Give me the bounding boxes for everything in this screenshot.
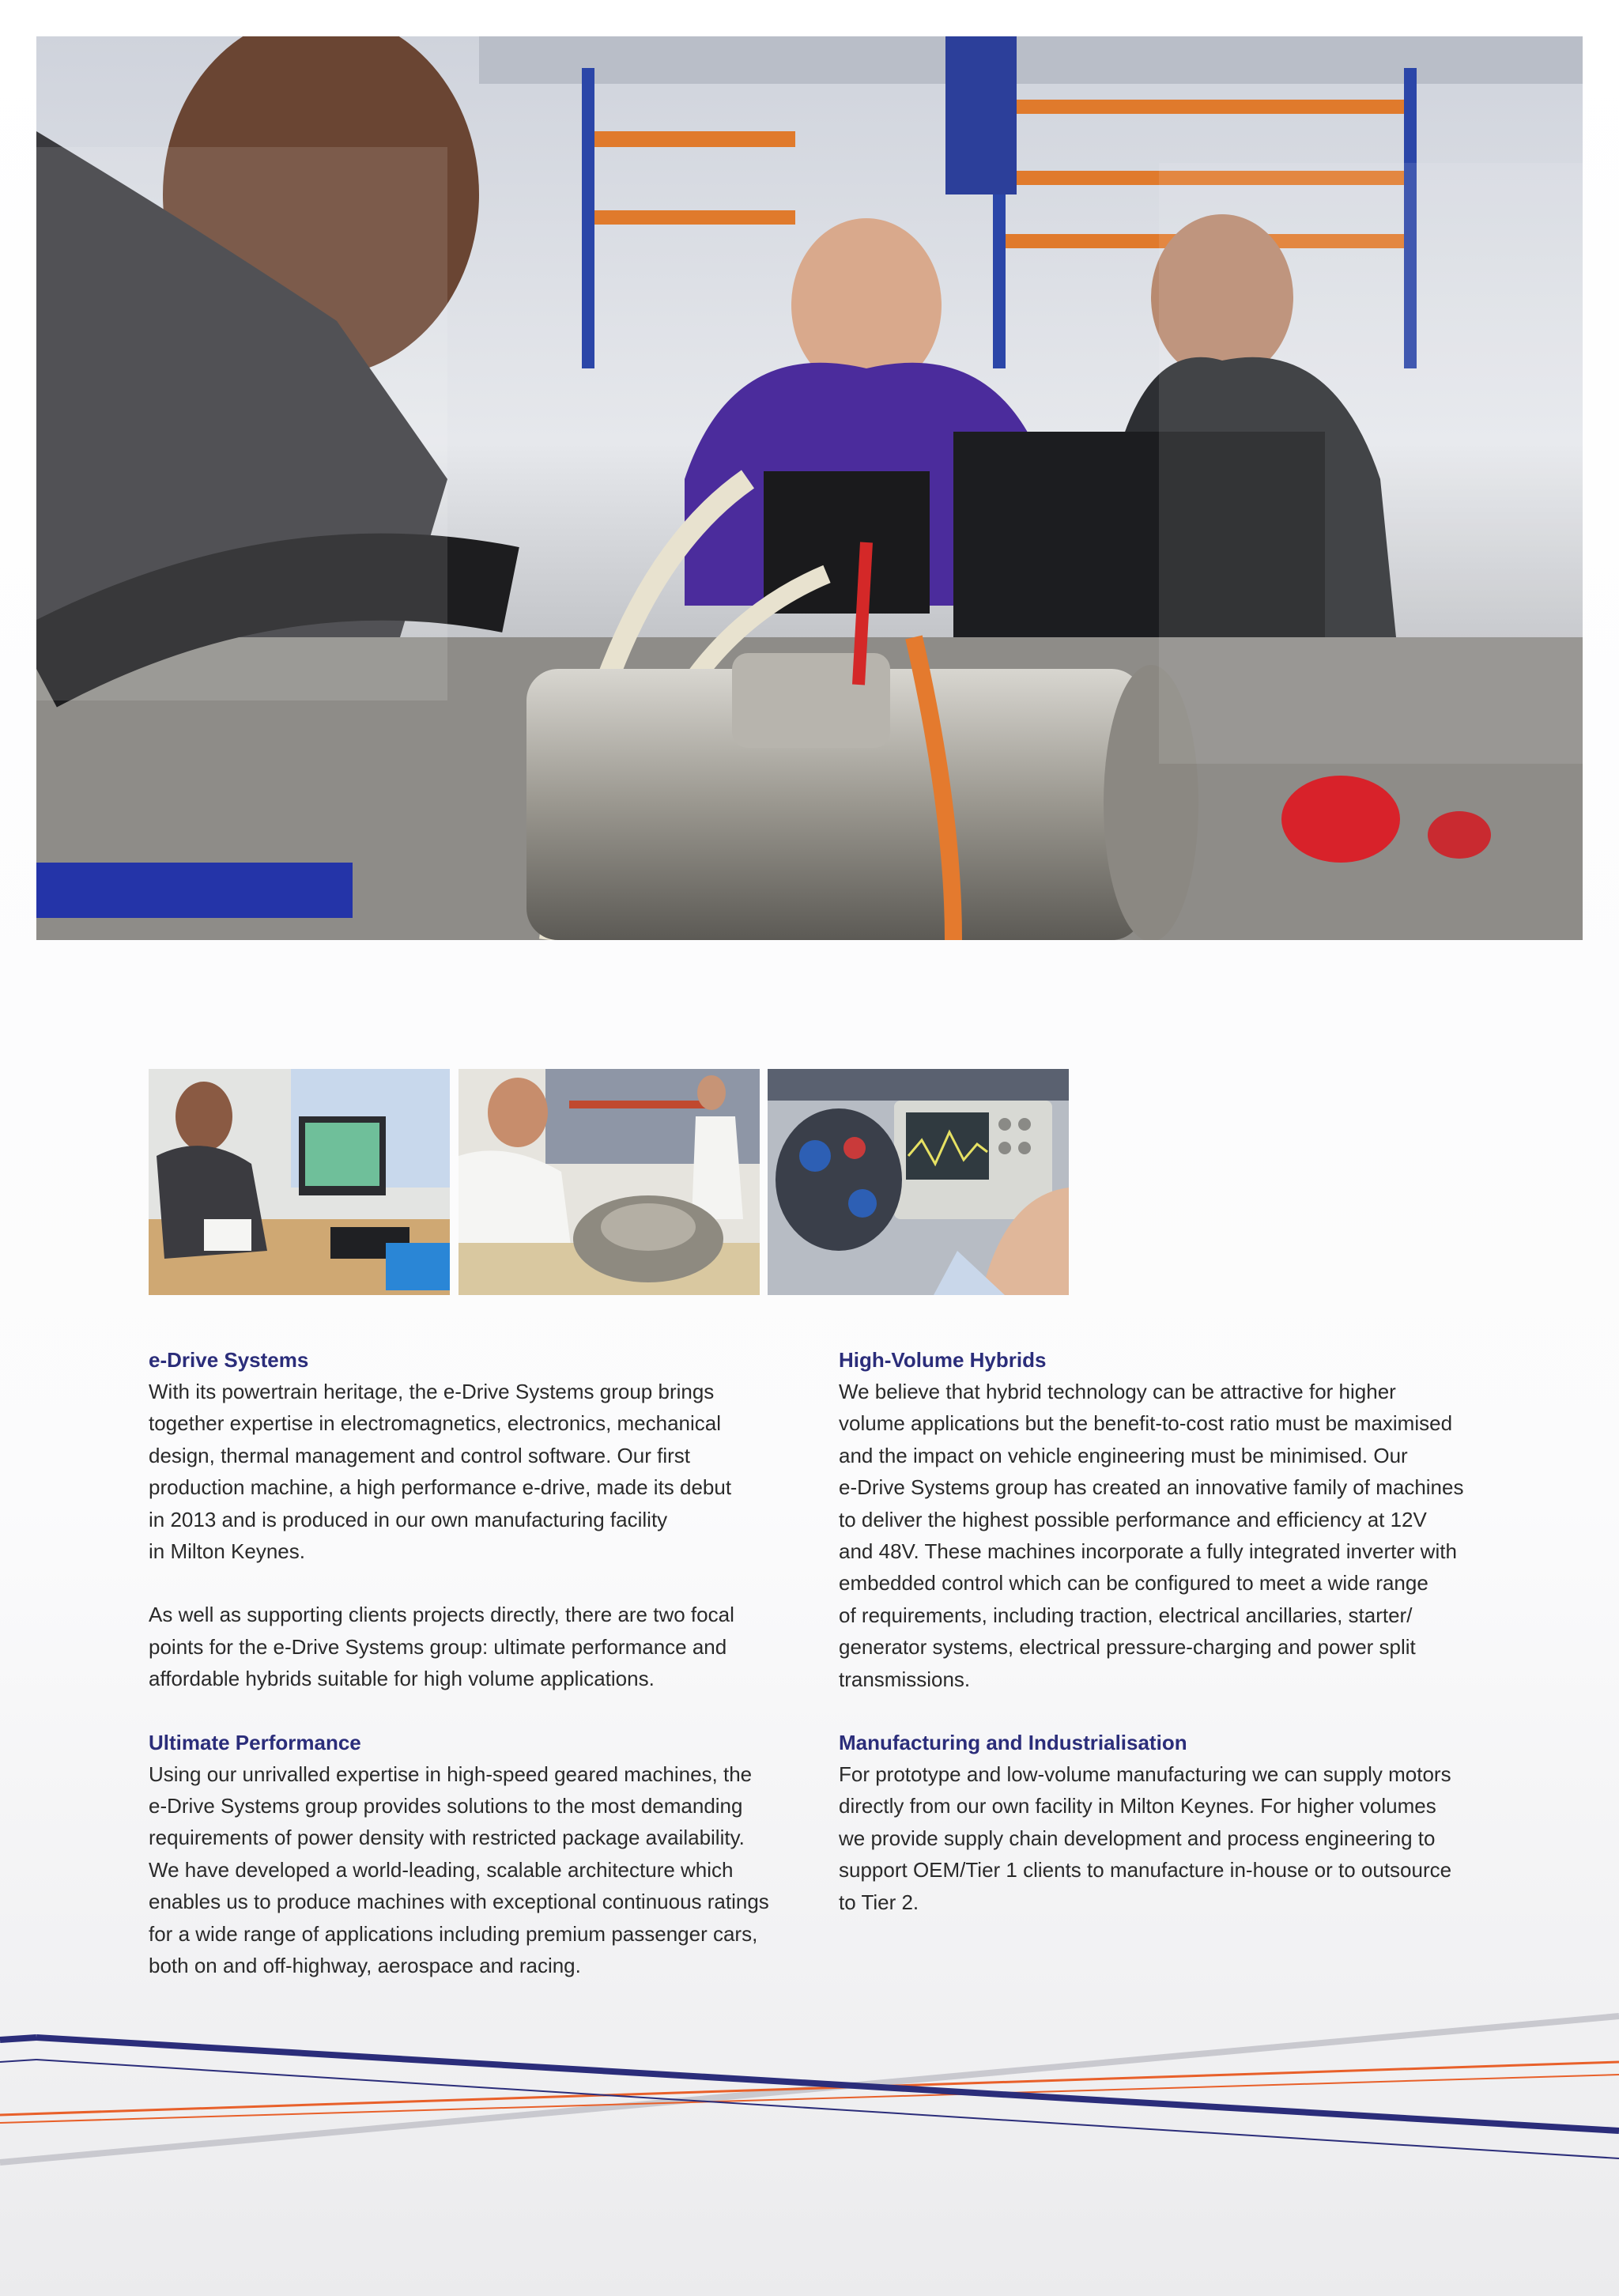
hero-photo <box>36 36 1583 940</box>
heading-manufacturing-industrialisation: Manufacturing and Industrialisation <box>839 1731 1187 1755</box>
paragraph-e-drive-systems: With its powertrain heritage, the e-Drive Systems group brings together expertise in electromagnetics, electronics, mechanical design, thermal management and control software. Our first production machine, a high performance e-drive, made its debut in 2013 and is produced in our own manufacturing facility in Milton Keynes. <box>149 1380 732 1564</box>
navy-line-main <box>36 2037 1619 2131</box>
paragraph-focal-points: As well as supporting clients projects directly, there are two focal points for the e-Drive Systems group: ultimate performance and affordable hybrids suitable for high volume applications. <box>149 1603 734 1691</box>
heading-e-drive-systems: e-Drive Systems <box>149 1348 309 1372</box>
heading-ultimate-performance: Ultimate Performance <box>149 1730 361 1754</box>
paragraph-manufacturing-industrialisation: For prototype and low-volume manufacturing we can supply motors directly from our own facility in Milton Keynes. For higher volumes we provide supply chain development and process engineering to support OEM/Tier 1 clients to manufacture in-house or to outsource to Tier 2. <box>839 1762 1452 1914</box>
photo-motor-assembly <box>459 1069 760 1295</box>
photo-engineer-workstation <box>149 1069 450 1295</box>
heading-high-volume-hybrids: High-Volume Hybrids <box>839 1348 1047 1372</box>
orange-line-upper <box>0 2062 1619 2115</box>
right-column <box>839 1344 1471 1918</box>
navy-line-thick <box>0 2037 36 2040</box>
paragraph-ultimate-performance: Using our unrivalled expertise in high-speed geared machines, the e-Drive Systems group provides solutions to the most demanding requirements of power density with restricted package availability. We have developed a world-leading, scalable architecture which enables us to produce machines with exceptional continuous ratings for a wide range of applications including premium passenger cars, both on and off-highway, aerospace and racing. <box>149 1762 769 1978</box>
photo-oscilloscope-testing <box>768 1069 1069 1295</box>
navy-line-thin-main <box>36 2060 1619 2158</box>
left-column <box>149 1344 781 1982</box>
navy-line-thin <box>0 2060 36 2062</box>
paragraph-high-volume-hybrids: We believe that hybrid technology can be attractive for higher volume applications but the benefit-to-cost ratio must be maximised and the impact on vehicle engineering must be minimised. Our e-Drive Systems group has created an innovative family of machines to deliver the highest possible performance and efficiency at 12V and 48V. These machines incorporate a fully integrated inverter with embedded control which can be configured to meet a wide range of requirements, including traction, electrical ancillaries, starter/ generator systems, electrical pressure-charging and power split transmissions. <box>839 1380 1464 1691</box>
decorative-lines <box>0 1992 1619 2182</box>
